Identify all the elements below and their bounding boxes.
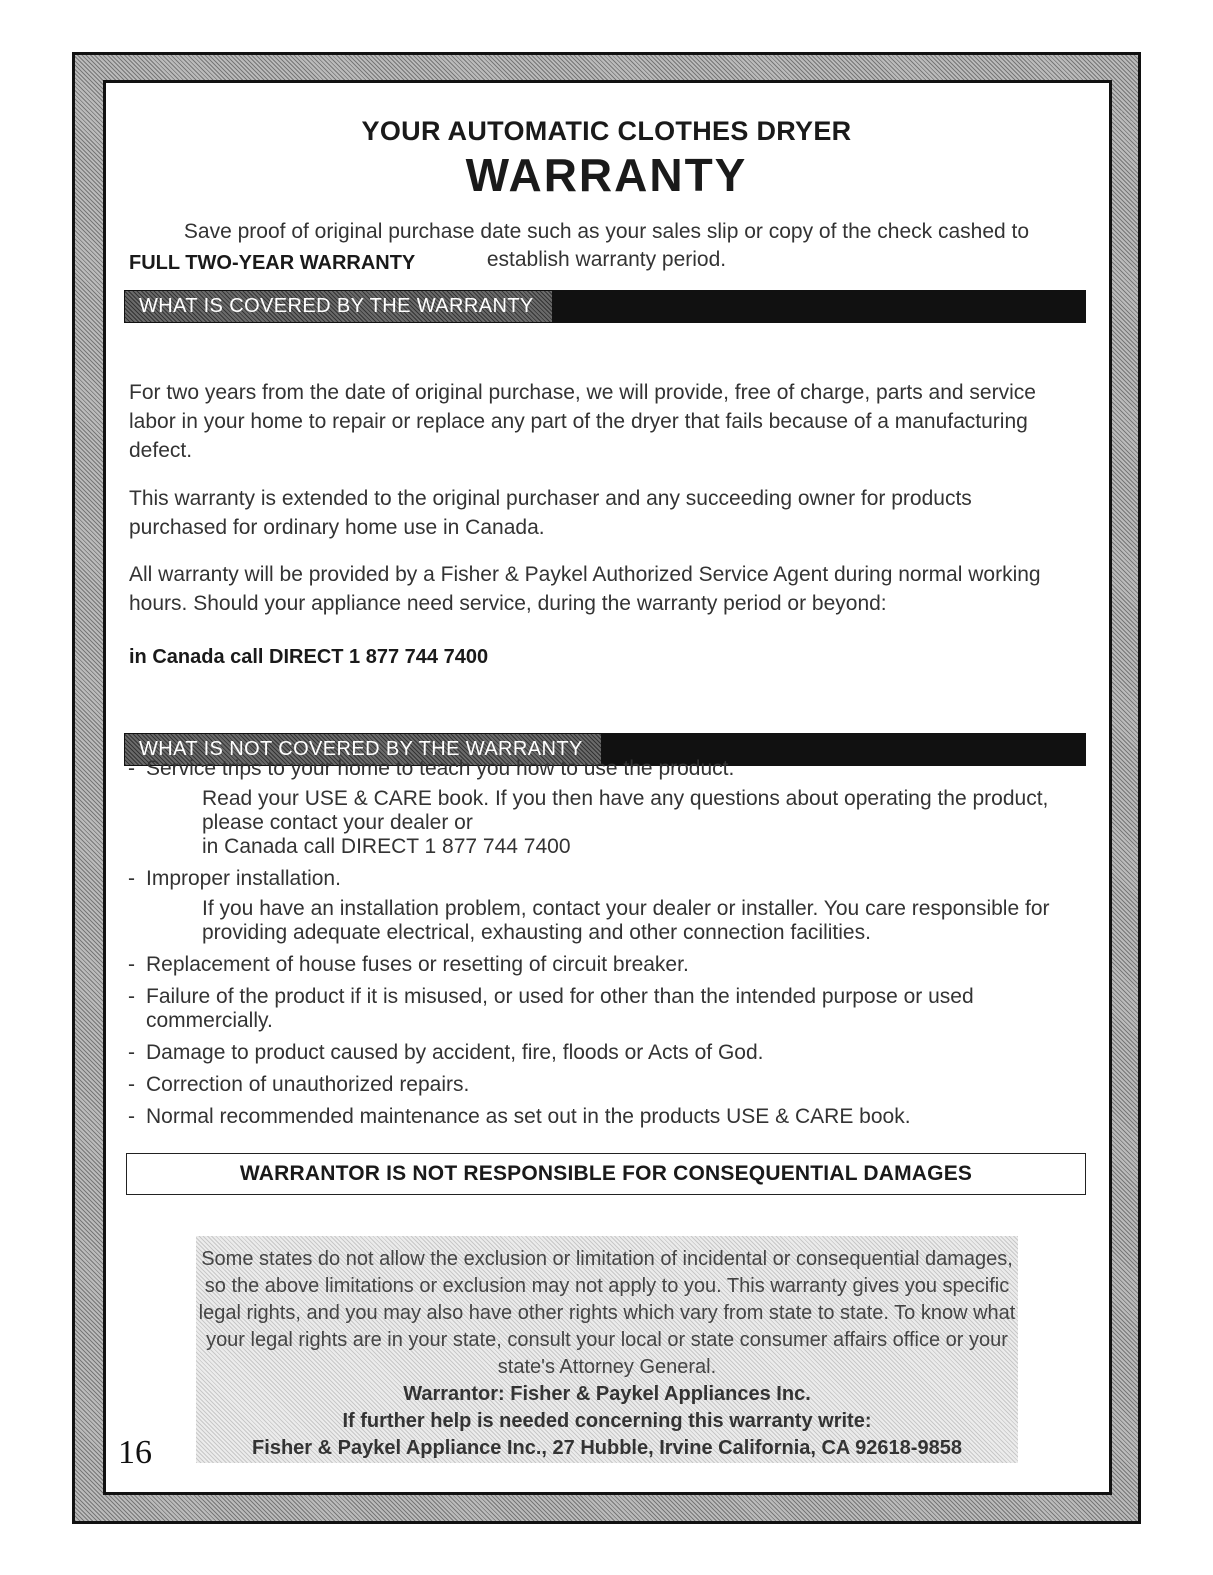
list-item-text: Normal recommended maintenance as set out in the products USE & CARE book.: [146, 1105, 911, 1128]
list-item: - Improper installation. If you have an installation problem, contact your dealer or installer. You care responsible for providing adequate electrical, exhausting and other connection facilities.: [128, 867, 1078, 945]
not-covered-heading: WHAT IS NOT COVERED BY THE WARRANTY: [125, 734, 601, 765]
warrantor-address: Fisher & Paykel Appliance Inc., 27 Hubble, Irvine California, CA 92618-9858: [252, 1437, 962, 1459]
list-item-text: Service trips to your home to teach you how to use the product.: [146, 757, 735, 780]
list-item: - Service trips to your home to teach you how to use the product. Read your USE & CARE book. If you then have any questions about operating the product, please contact your dealer or in Canada call DIRECT 1 877 744 7400: [128, 757, 1078, 859]
covered-section-bar: [124, 290, 1086, 323]
covered-paragraph-2: This warranty is extended to the original purchaser and any succeeding owner for products purchased for ordinary home use in Canada.: [129, 487, 972, 539]
legal-notice-text: Some states do not allow the exclusion or limitation of incidental or consequential damages, so the above limitations or exclusion may not apply to you. This warranty gives you specific legal rights, and you may also have other rights which vary from state to state. To know what your legal rights are in your state, consult your local or state consumer affairs office or your state's Attorney General.: [198, 1248, 1016, 1378]
legal-notice-box: [196, 1236, 1018, 1463]
list-item: - Normal recommended maintenance as set out in the products USE & CARE book.: [128, 1105, 1078, 1129]
covered-paragraph-3: All warranty will be provided by a Fisher & Paykel Authorized Service Agent during normal working hours. Should your appliance need service, during the warranty period or beyond:: [129, 563, 1041, 615]
canada-call-line: in Canada call DIRECT 1 877 744 7400: [129, 646, 489, 668]
full-warranty-subheading: FULL TWO-YEAR WARRANTY: [129, 252, 416, 274]
list-item-detail: Read your USE & CARE book. If you then have any questions about operating the product, please contact your dealer or in Canada call DIRECT 1 877 744 7400: [202, 787, 1049, 858]
list-item: - Damage to product caused by accident, fire, floods or Acts of God.: [128, 1041, 1078, 1065]
covered-paragraph-1: For two years from the date of original purchase, we will provide, free of charge, parts and service labor in your home to repair or replace any part of the dryer that fails because of a manufacturing defect.: [129, 381, 1036, 462]
list-item-text: Failure of the product if it is misused, or used for other than the intended purpose or used commercially.: [146, 985, 974, 1032]
list-item-text: Correction of unauthorized repairs.: [146, 1073, 470, 1096]
covered-heading: WHAT IS COVERED BY THE WARRANTY: [125, 291, 552, 322]
list-item: - Replacement of house fuses or resetting of circuit breaker.: [128, 953, 1078, 977]
list-item: - Failure of the product if it is misused, or used for other than the intended purpose or used commercially.: [128, 985, 1078, 1033]
list-item: - Correction of unauthorized repairs.: [128, 1073, 1078, 1097]
list-item-text: Damage to product caused by accident, fire, floods or Acts of God.: [146, 1041, 764, 1064]
warranty-title: WARRANTY: [465, 149, 748, 201]
list-item-text: Improper installation.: [146, 867, 341, 890]
dryer-title: YOUR AUTOMATIC CLOTHES DRYER: [361, 116, 852, 146]
intro-text: Save proof of original purchase date such as your sales slip or copy of the check cashed to establish warranty period.: [183, 220, 1030, 271]
exclusions-list: [128, 757, 1078, 1129]
page-number: 16: [118, 1434, 152, 1471]
consequential-damages-banner: WARRANTOR IS NOT RESPONSIBLE FOR CONSEQUENTIAL DAMAGES: [126, 1153, 1086, 1195]
help-line: If further help is needed concerning this warranty write:: [342, 1410, 872, 1432]
warrantor-line: Warrantor: Fisher & Paykel Appliances Inc.: [403, 1383, 811, 1405]
list-item-detail: If you have an installation problem, contact your dealer or installer. You care responsible for providing adequate electrical, exhausting and other connection facilities.: [202, 897, 1050, 944]
list-item-text: Replacement of house fuses or resetting of circuit breaker.: [146, 953, 689, 976]
